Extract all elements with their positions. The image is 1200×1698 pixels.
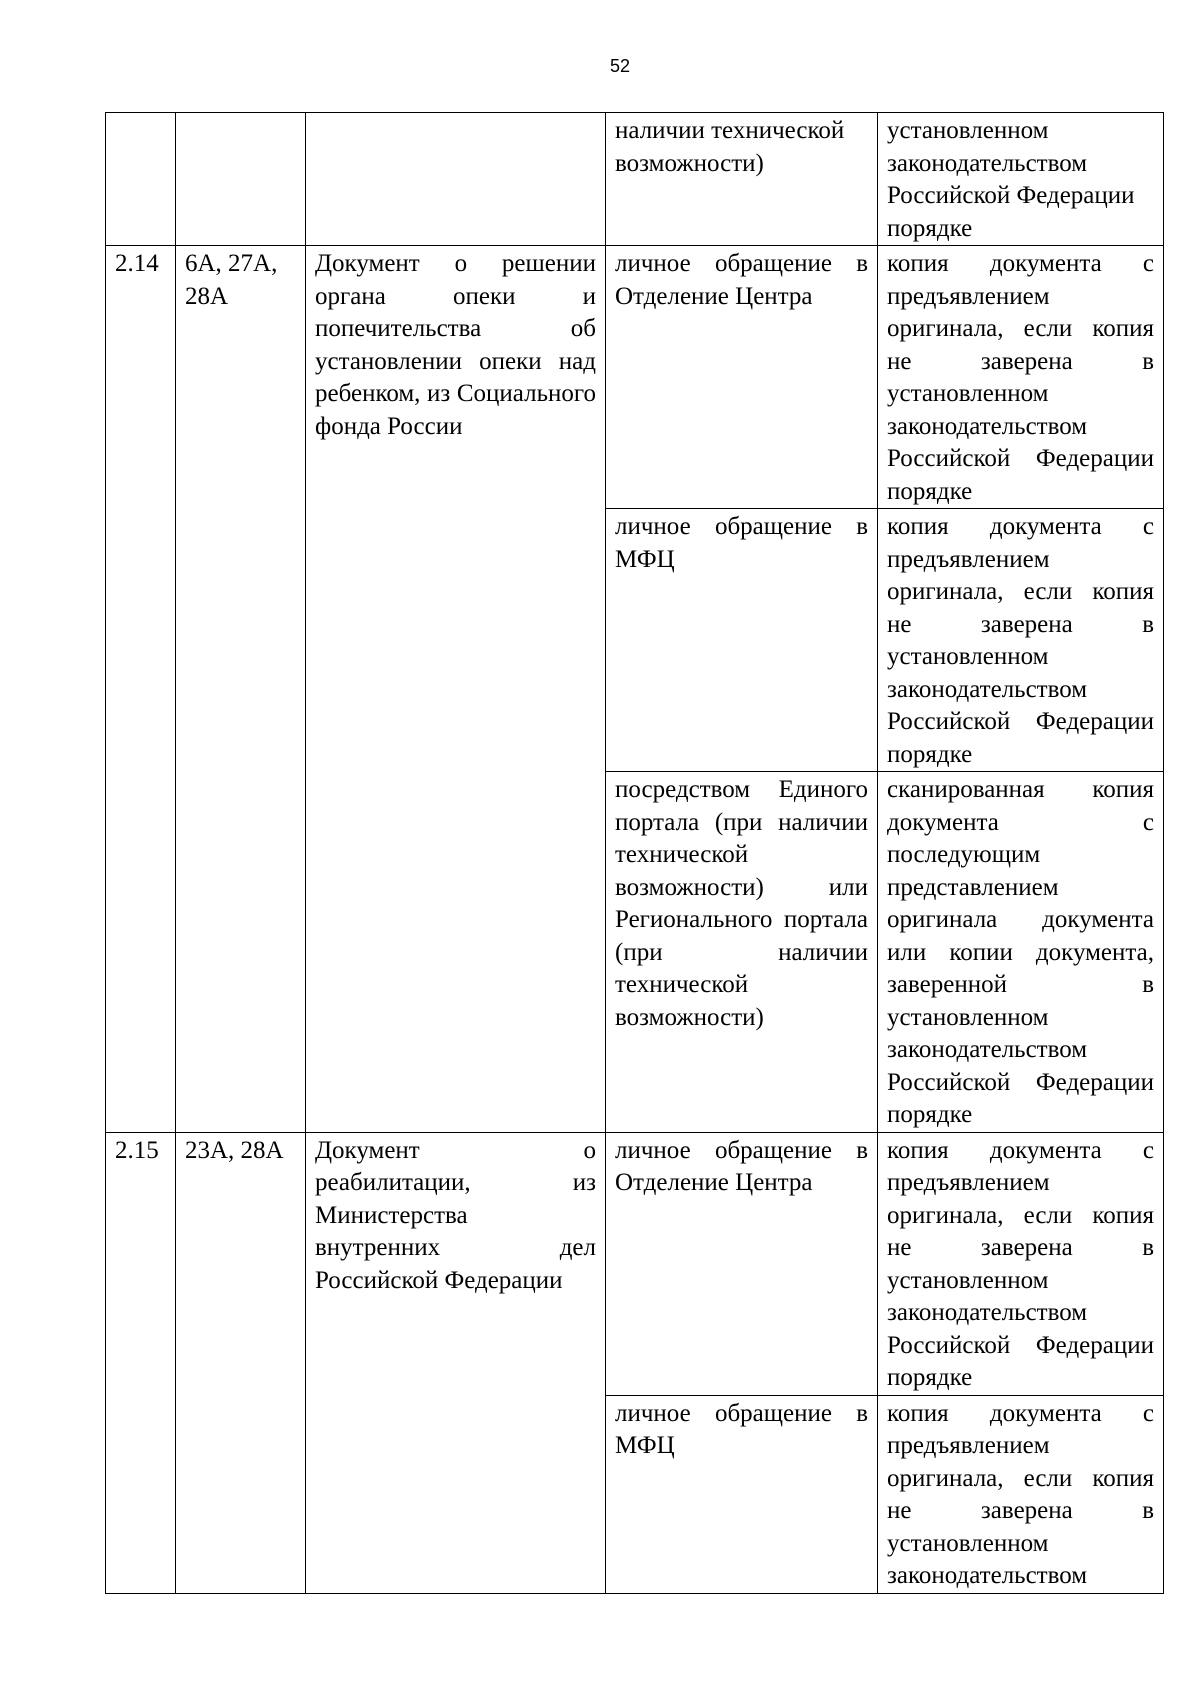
form-cell: копия документа с предъявлением оригинала, если копия не заверена в установленном законодательством — [878, 1395, 1164, 1593]
codes-cell — [176, 113, 306, 246]
method-cell: личное обращение в МФЦ — [606, 509, 878, 772]
table-row-continuation — [106, 113, 1164, 246]
form-cell: копия документа с предъявлением оригинала, если копия не заверена в установленном законодательством Российской Федерации порядке — [878, 509, 1164, 772]
row-number-cell — [106, 113, 176, 246]
row-number-cell: 2.14 — [106, 246, 176, 1133]
method-cell: личное обращение в МФЦ — [606, 1395, 878, 1593]
method-cell: посредством Единого портала (при наличии технической возможности) или Регионального портала (при наличии технической возможности) — [606, 772, 878, 1133]
form-cell: копия документа с предъявлением оригинала, если копия не заверена в установленном законодательством Российской Федерации порядке — [878, 246, 1164, 509]
form-cell: сканированная копия документа с последующим представлением оригинала документа или копии документа, заверенной в установленном законодательством Российской Федерации порядке — [878, 772, 1164, 1133]
codes-cell: 6А, 27А, 28А — [176, 246, 306, 1133]
codes-cell: 23А, 28А — [176, 1132, 306, 1593]
page-number: 52 — [609, 56, 631, 76]
method-cell: личное обращение в Отделение Центра — [606, 246, 878, 509]
form-cell: копия документа с предъявлением оригинала, если копия не заверена в установленном законодательством Российской Федерации порядке — [878, 1132, 1164, 1395]
document-cell — [306, 113, 606, 246]
table-row — [106, 246, 1164, 509]
documents-table — [105, 112, 1164, 1594]
table-row — [106, 1132, 1164, 1395]
method-cell: личное обращение в Отделение Центра — [606, 1132, 878, 1395]
method-cell: наличии технической возможности) — [606, 113, 878, 246]
document-cell: Документ о реабилитации, из Министерства внутренних дел Российской Федерации — [306, 1132, 606, 1593]
document-cell: Документ о решении органа опеки и попечительства об установлении опеки над ребенком, из Социального фонда России — [306, 246, 606, 1133]
row-number-cell: 2.15 — [106, 1132, 176, 1593]
form-cell: установленном законодательством Российской Федерации порядке — [878, 113, 1164, 246]
